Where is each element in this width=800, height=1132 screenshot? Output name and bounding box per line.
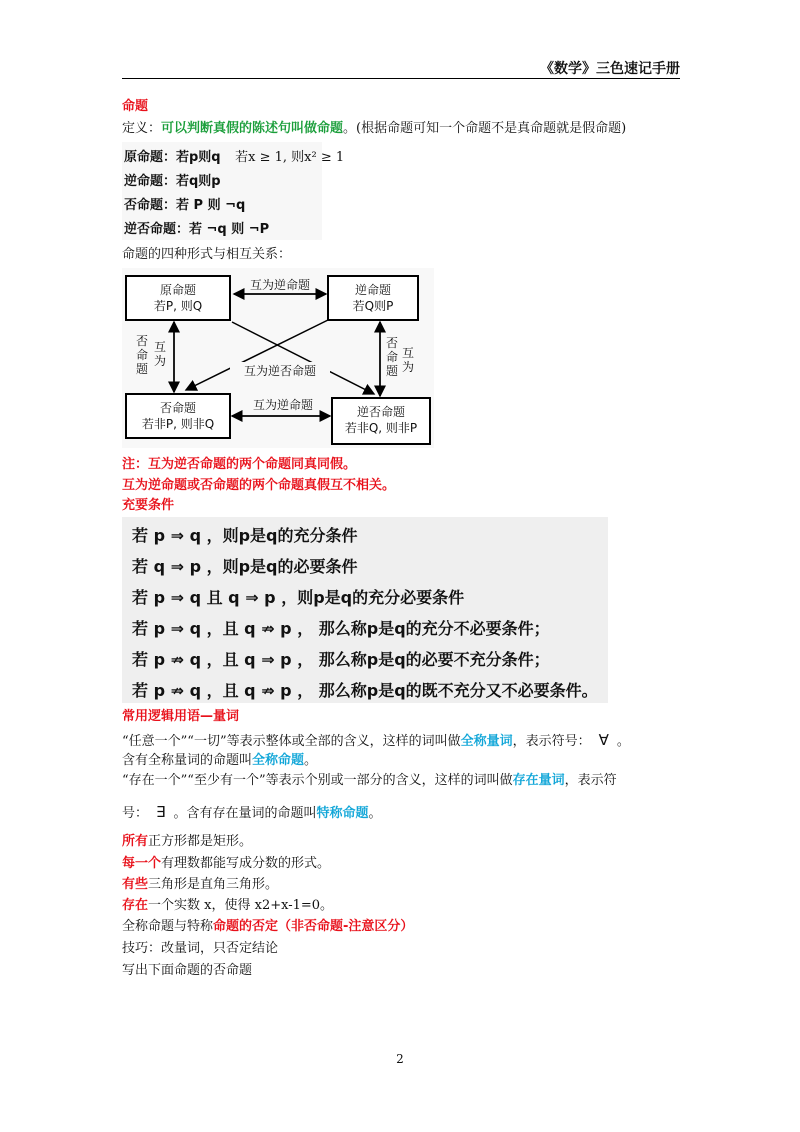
example-quantifier: 存在 <box>122 898 149 913</box>
condition-row: 若 p ⇒ q 且 q ⇒ p ，则p是q的充分必要条件 <box>132 588 465 607</box>
text-span: 。 <box>304 753 318 768</box>
page-header-title: 《数学》三色速记手册 <box>540 61 680 77</box>
text-span: 。 <box>616 734 630 749</box>
box-inverse-line1: 否命题 <box>159 401 196 415</box>
box-contrapositive-line1: 逆否命题 <box>356 405 405 419</box>
exists-symbol: ∃ <box>156 803 166 821</box>
particular-proposition-term: 特称命题 <box>316 806 369 821</box>
box-original-line1: 原命题 <box>159 283 196 297</box>
condition-row: 若 p ⇒ q ，则p是q的充分条件 <box>132 526 358 545</box>
definition-highlight: 可以判断真假的陈述句叫做命题 <box>161 121 344 136</box>
label-center-contrapositive: 互为逆否命题 <box>230 362 330 379</box>
definition-prefix: 定义： <box>122 121 162 136</box>
example-quantifier: 所有 <box>122 834 149 849</box>
label-left-inverse: 否命题 <box>136 334 149 376</box>
definition-suffix: 。(根据命题可知一个命题不是真命题就是假命题) <box>343 121 627 136</box>
definition-line <box>122 120 626 138</box>
form-original-label: 原命题：若p则q <box>124 150 221 165</box>
page-number: 2 <box>396 1052 404 1066</box>
label-right-mutual: 互为 <box>402 346 415 374</box>
label-right-inverse: 否命题 <box>386 336 399 378</box>
example-text: 正方形都是矩形。 <box>148 834 253 849</box>
example-text: 一个实数 x，使得 x2+x-1=0。 <box>148 898 334 913</box>
box-inverse-line2: 若非P, 则非Q <box>141 417 215 431</box>
negation-highlight: 命题的否定（非否命题-注意区分） <box>213 919 414 934</box>
example-line <box>122 833 252 851</box>
universal-proposition-term: 全称命题 <box>252 753 305 768</box>
text-span: ，表示符号： <box>512 734 591 749</box>
box-contrapositive-line2: 若非Q, 则非P <box>344 421 418 435</box>
box-converse-line1: 逆命题 <box>354 283 391 297</box>
forall-symbol: ∀ <box>598 731 609 749</box>
form-converse: 逆命题：若q则p <box>124 174 221 189</box>
form-original <box>124 146 344 165</box>
form-original-example: 若x ≥ 1, 则x² ≥ 1 <box>235 150 345 165</box>
example-line <box>122 876 278 894</box>
quantifier-universal-line <box>122 731 630 751</box>
box-original-line2: 若P, 则Q <box>153 299 203 313</box>
text-span: 含有全称量词的命题叫 <box>122 753 253 768</box>
diagram-intro: 命题的四种形式与相互关系： <box>122 247 292 262</box>
form-contrapositive: 逆否命题：若 ¬q 则 ¬P <box>124 222 270 237</box>
condition-row: 若 p ⇏ q ，且 q ⇒ p ， 那么称p是q的必要不充分条件； <box>132 650 550 669</box>
form-inverse: 否命题：若 P 则 ¬q <box>124 198 246 213</box>
text-span: ，表示符 <box>564 773 617 788</box>
existential-symbol-line <box>122 803 382 823</box>
example-text: 三角形是直角三角形。 <box>148 877 279 892</box>
example-text: 有理数都能写成分数的形式。 <box>161 856 331 871</box>
negation-heading <box>122 918 413 936</box>
section-title-conditions: 充要条件 <box>122 498 175 513</box>
condition-row: 若 q ⇒ p ，则p是q的必要条件 <box>132 557 358 576</box>
label-top-converse: 互为逆命题 <box>249 278 310 292</box>
label-bottom-converse: 互为逆命题 <box>252 398 313 412</box>
universal-proposition-line <box>122 752 317 770</box>
note-contrapositive: 注：互为逆否命题的两个命题同真同假。 <box>122 457 357 472</box>
existential-quantifier-term: 存在量词 <box>512 773 565 788</box>
box-converse-line2: 若Q则P <box>352 299 394 313</box>
note-converse-inverse: 互为逆命题或否命题的两个命题真假互不相关。 <box>122 478 396 493</box>
example-quantifier: 有些 <box>122 877 149 892</box>
text-span: 。含有存在量词的命题叫 <box>173 806 317 821</box>
example-line <box>122 897 333 915</box>
conditions-image <box>122 517 608 703</box>
text-span: 号： <box>122 806 149 821</box>
example-line <box>122 855 330 873</box>
section-title-quantifiers: 常用逻辑用语—量词 <box>122 709 240 724</box>
text-span: 。 <box>368 806 382 821</box>
universal-quantifier-term: 全称量词 <box>460 734 513 749</box>
section-title-proposition: 命题 <box>122 99 149 114</box>
header-divider <box>122 78 680 79</box>
four-forms-diagram <box>122 268 434 448</box>
text-span: 全称命题与特称 <box>122 919 214 934</box>
label-left-mutual: 互为 <box>154 340 167 368</box>
text-span: “任意一个”“一切”等表示整体或全部的含义，这样的词叫做 <box>122 734 461 749</box>
text-span: “存在一个”“至少有一个”等表示个别或一部分的含义，这样的词叫做 <box>122 773 513 788</box>
condition-row: 若 p ⇒ q ，且 q ⇏ p ， 那么称p是q的充分不必要条件； <box>132 619 550 638</box>
condition-row: 若 p ⇏ q ，且 q ⇏ p ， 那么称p是q的既不充分又不必要条件。 <box>132 681 598 700</box>
negation-tip: 技巧：改量词，只否定结论 <box>122 941 279 956</box>
negation-task: 写出下面命题的否命题 <box>122 963 253 978</box>
example-quantifier: 每一个 <box>122 856 162 871</box>
quantifier-existential-line <box>122 772 617 790</box>
